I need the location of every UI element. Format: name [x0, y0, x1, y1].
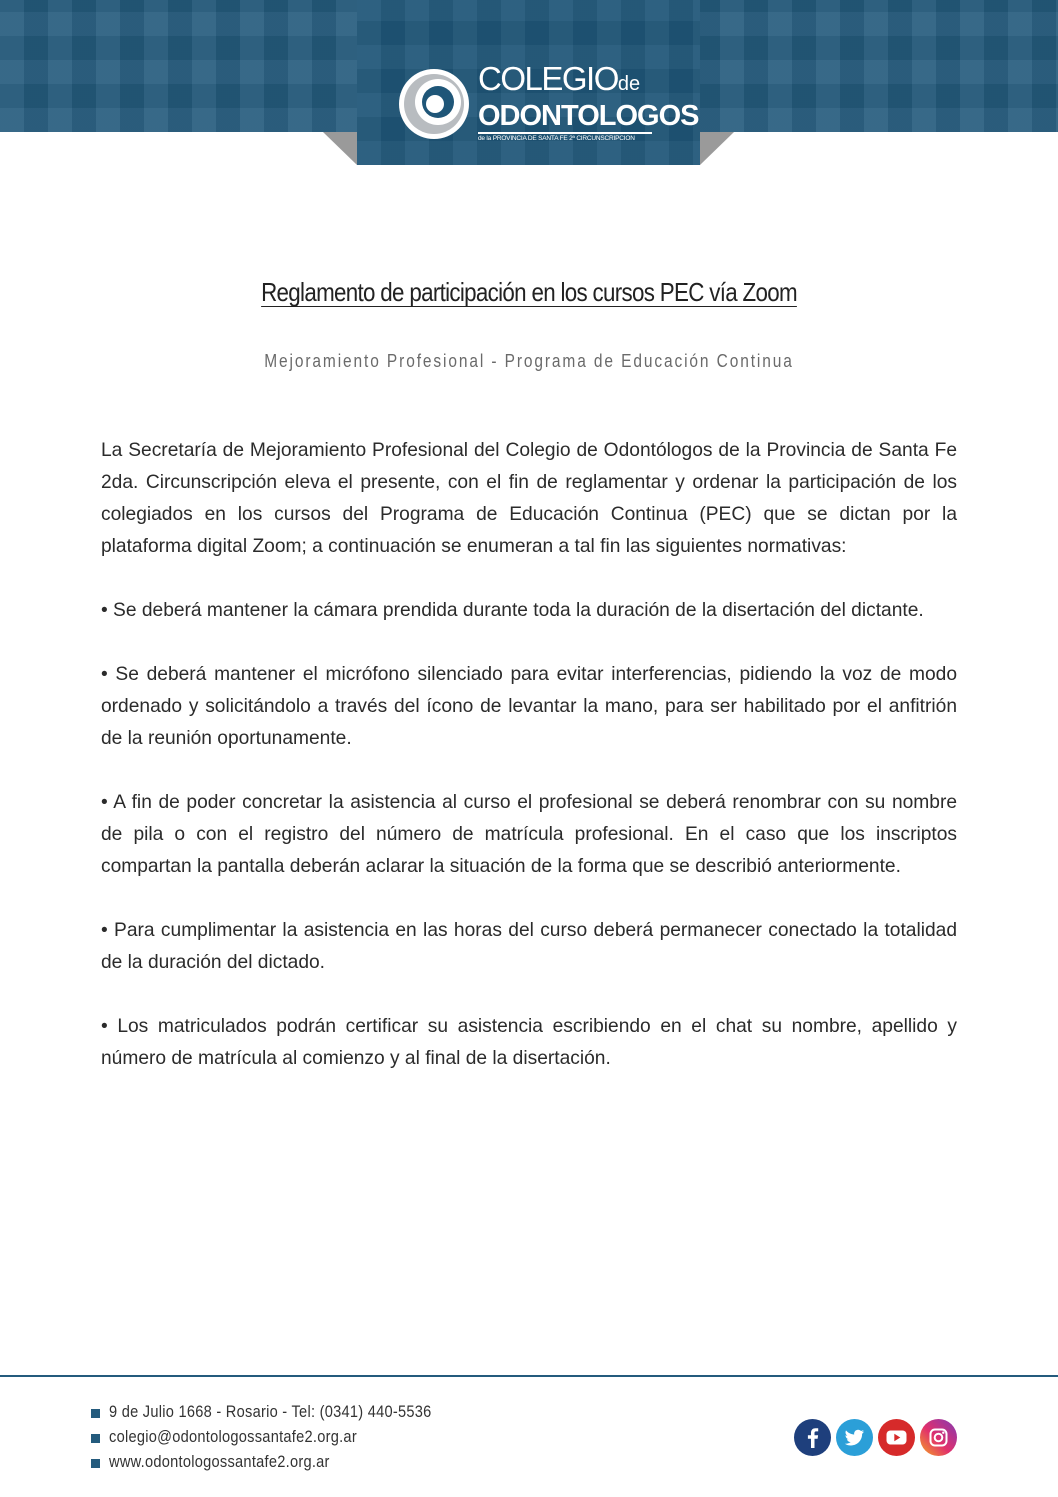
header-fold-left [323, 132, 357, 165]
square-bullet-icon [91, 1434, 100, 1443]
logo-line1-small: de [617, 73, 641, 95]
square-bullet-icon [91, 1459, 100, 1468]
document-title [74, 277, 984, 308]
document-title-text: Reglamento de participación en los cursos PEC vía Zoom [261, 277, 797, 307]
rule-paragraph: • A fin de poder concretar la asistencia al curso el profesional se deberá renombrar con su nombre de pila o con el registro del número de matrícula profesional. En el caso que los inscriptos compartan la pantalla deberán aclarar la situación de la forma que se describió anteriormente. [101, 792, 957, 877]
rule-paragraph: • Para cumplimentar la asistencia en las horas del curso deberá permanecer conectado la totalidad de la duración del dictado. [101, 920, 957, 973]
logo-line3: de la PROVINCIA DE SANTA FE 2ª CIRCUNSCRIPCION [478, 135, 635, 142]
logo-line2: ODONTOLOGOS [478, 100, 699, 132]
website-link[interactable]: www.odontologossantafe2.org.ar [109, 1452, 330, 1471]
rule-paragraph: • Se deberá mantener la cámara prendida durante toda la duración de la disertación del dictante. [101, 600, 924, 621]
rule-paragraph: • Los matriculados podrán certificar su asistencia escribiendo en el chat su nombre, apellido y número de matrícula al comienzo y al final de la disertación. [101, 1016, 957, 1069]
facebook-icon[interactable] [794, 1419, 831, 1456]
instagram-icon[interactable] [920, 1419, 957, 1456]
document-body [101, 435, 957, 1107]
rule-paragraph: • Se deberá mantener el micrófono silenciado para evitar interferencias, pidiendo la voz de modo ordenado y solicitándolo a través del ícono de levantar la mano, para ser habilitado por el anfitrión de la reunión oportunamente. [101, 664, 957, 749]
logo-line1: COLEGIO [478, 60, 618, 97]
logo-ring-icon [398, 68, 470, 140]
address-text: 9 de Julio 1668 - Rosario - Tel: (0341) 440-5536 [109, 1402, 432, 1421]
header-fold-right [700, 132, 734, 165]
square-bullet-icon [91, 1409, 100, 1418]
email-link[interactable]: colegio@odontologossantafe2.org.ar [109, 1427, 357, 1446]
footer-divider [0, 1375, 1058, 1377]
twitter-icon[interactable] [836, 1419, 873, 1456]
logo-wordmark [478, 60, 699, 144]
youtube-icon[interactable] [878, 1419, 915, 1456]
intro-paragraph: La Secretaría de Mejoramiento Profesional del Colegio de Odontólogos de la Provincia de Santa Fe 2da. Circunscripción eleva el presente, con el fin de reglamentar y ordenar la participación de los colegiados en los cursos del Programa de Educación Continua (PEC) que se dictan por la plataforma digital Zoom; a continuación se enumeran a tal fin las siguientes normativas: [101, 440, 957, 557]
document-subtitle: Mejoramiento Profesional - Programa de Educación Continua [264, 351, 794, 371]
